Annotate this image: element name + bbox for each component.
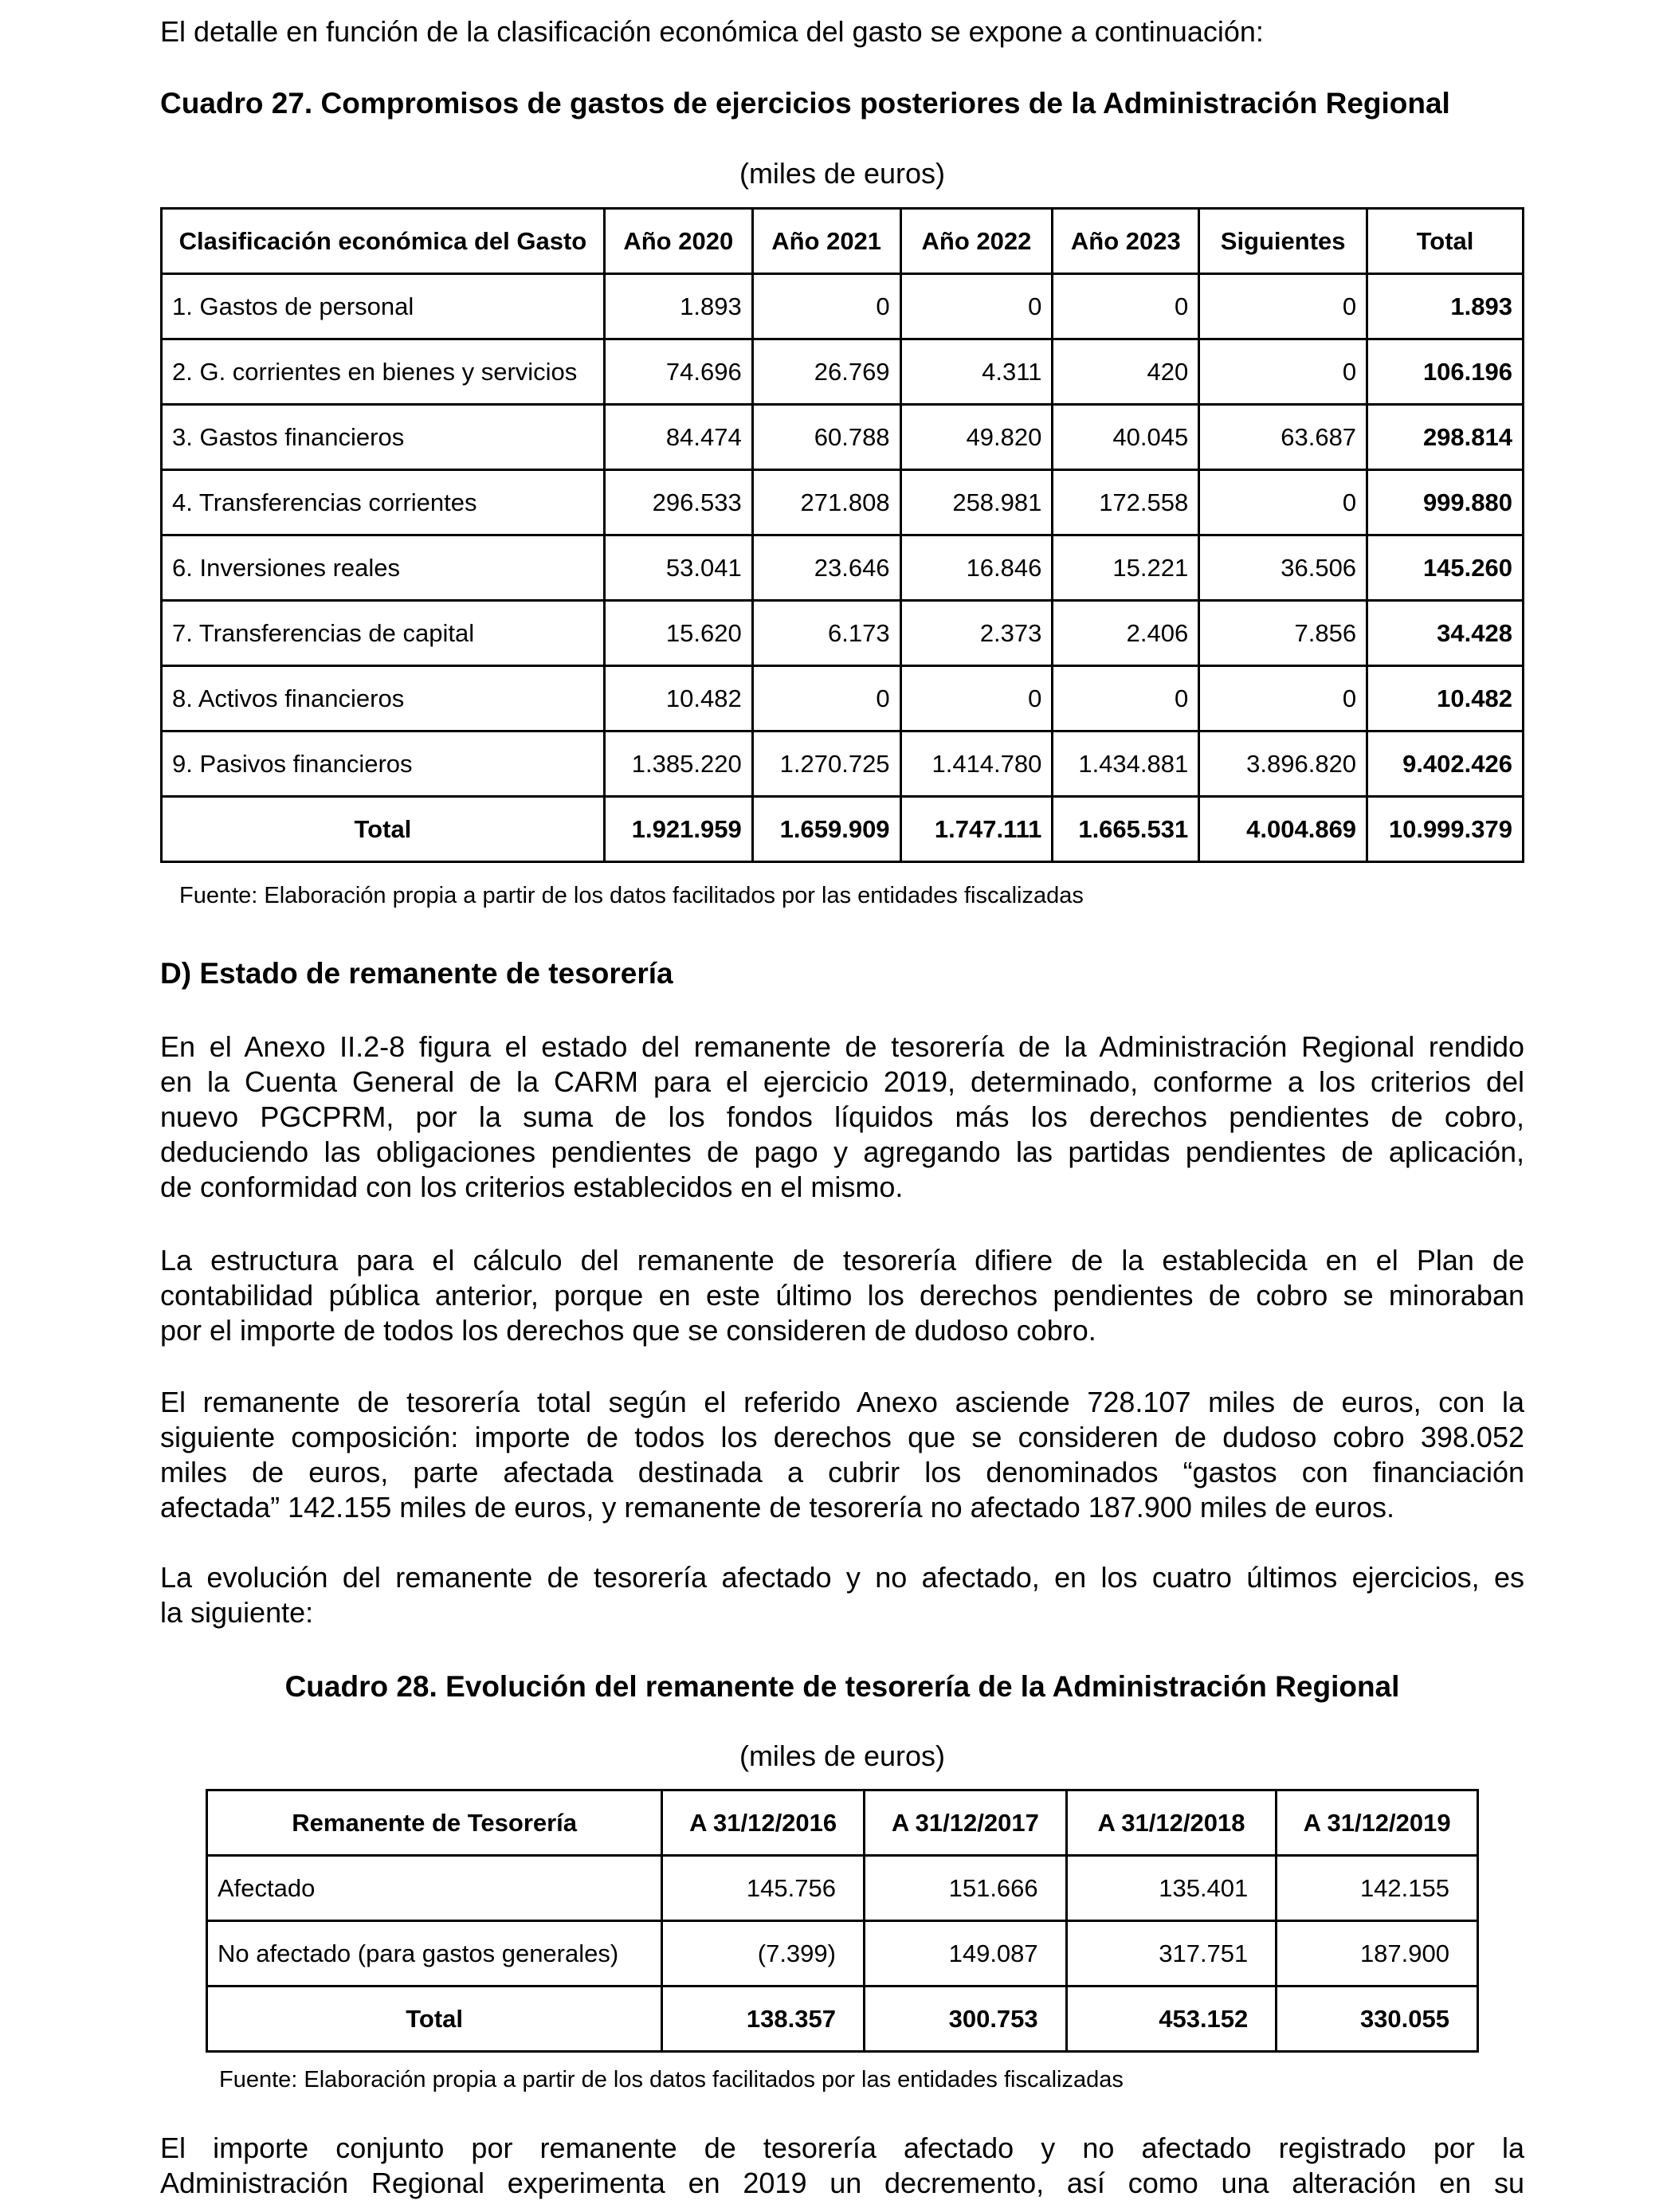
table-row — [162, 731, 1524, 797]
paragraph-line: La estructura para el cálculo del remanente de tesorería difiere de la establecida en el Plan de — [160, 1244, 1524, 1277]
table27-header-cell: Año 2022 — [900, 209, 1053, 274]
total-label: Total — [207, 1986, 662, 2052]
table-cell: 151.666 — [864, 1856, 1066, 1921]
table27-source: Fuente: Elaboración propia a partir de los datos facilitados por las entidades fiscalizadas — [179, 883, 1084, 908]
row-label: 9. Pasivos financieros — [162, 731, 605, 797]
table27-header-cell: Año 2021 — [752, 209, 900, 274]
intro-text: El detalle en función de la clasificación económica del gasto se expone a continuación: — [160, 15, 1264, 48]
table-cell: 296.533 — [604, 470, 752, 535]
paragraph-line: por el importe de todos los derechos que se consideren de dudoso cobro. — [160, 1314, 1096, 1347]
paragraph-line: en la Cuenta General de la CARM para el ejercicio 2019, determinado, conforme a los criterios del — [160, 1065, 1524, 1098]
table-cell: 15.221 — [1053, 535, 1199, 601]
row-total-cell: 34.428 — [1367, 601, 1524, 666]
table-cell: 84.474 — [604, 405, 752, 470]
total-cell: 453.152 — [1066, 1986, 1277, 2052]
total-cell: 1.659.909 — [752, 797, 900, 862]
table28-header-cell: A 31/12/2019 — [1277, 1790, 1478, 1856]
row-total-cell: 298.814 — [1367, 405, 1524, 470]
table-cell: 0 — [1053, 274, 1199, 339]
table-cell: 0 — [752, 274, 900, 339]
paragraph-5 — [160, 2131, 1524, 2201]
table28-units: (miles de euros) — [739, 1739, 946, 1772]
table-row — [162, 339, 1524, 405]
table27-total-row — [162, 797, 1524, 862]
table-cell: 53.041 — [604, 535, 752, 601]
table28-source: Fuente: Elaboración propia a partir de los datos facilitados por las entidades fiscalizadas — [219, 2067, 1124, 2092]
table-cell: 1.893 — [604, 274, 752, 339]
table-cell: 271.808 — [752, 470, 900, 535]
table27-header-cell: Siguientes — [1199, 209, 1367, 274]
table-cell: 0 — [1053, 666, 1199, 731]
table-row — [207, 1921, 1478, 1986]
table-row — [162, 405, 1524, 470]
paragraph-line: El importe conjunto por remanente de tesorería afectado y no afectado registrado por la — [160, 2132, 1524, 2164]
table-cell: 258.981 — [900, 470, 1053, 535]
table-row — [162, 535, 1524, 601]
paragraph-line: deduciendo las obligaciones pendientes de pago y agregando las partidas pendientes de aplicación, — [160, 1135, 1524, 1168]
table27-header-row — [162, 209, 1524, 274]
table-cell: 0 — [1199, 339, 1367, 405]
row-label: Afectado — [207, 1856, 662, 1921]
table-cell: 1.414.780 — [900, 731, 1053, 797]
paragraph-2 — [160, 1243, 1524, 1348]
table-cell: 0 — [1199, 470, 1367, 535]
table-row — [207, 1856, 1478, 1921]
paragraph-line: La evolución del remanente de tesorería afectado y no afectado, en los cuatro últimos ejercicios, es — [160, 1561, 1524, 1594]
table-cell: 3.896.820 — [1199, 731, 1367, 797]
table27-header-cell: Año 2023 — [1053, 209, 1199, 274]
row-total-cell: 1.893 — [1367, 274, 1524, 339]
paragraph-4 — [160, 1560, 1524, 1630]
table-cell: 145.756 — [662, 1856, 865, 1921]
table-cell: 0 — [1199, 666, 1367, 731]
table-cell: 1.270.725 — [752, 731, 900, 797]
table-cell: 420 — [1053, 339, 1199, 405]
paragraph-line: En el Anexo II.2-8 figura el estado del remanente de tesorería de la Administración Regional rendido — [160, 1030, 1524, 1063]
total-cell: 1.921.959 — [604, 797, 752, 862]
table-cell: 187.900 — [1277, 1921, 1478, 1986]
total-label: Total — [162, 797, 605, 862]
row-total-cell: 999.880 — [1367, 470, 1524, 535]
table28-header-row — [207, 1790, 1478, 1856]
table-cell: 0 — [752, 666, 900, 731]
table-cell: 135.401 — [1066, 1856, 1277, 1921]
table-cell: 172.558 — [1053, 470, 1199, 535]
table-row — [162, 470, 1524, 535]
total-cell: 1.747.111 — [900, 797, 1053, 862]
row-total-cell: 106.196 — [1367, 339, 1524, 405]
row-label: 8. Activos financieros — [162, 666, 605, 731]
table27-units: (miles de euros) — [739, 157, 946, 190]
table-cell: 7.856 — [1199, 601, 1367, 666]
table-cell: 2.406 — [1053, 601, 1199, 666]
paragraph-1 — [160, 1030, 1524, 1205]
table27-header-cell: Clasificación económica del Gasto — [162, 209, 605, 274]
section-heading: D) Estado de remanente de tesorería — [160, 957, 673, 990]
table-cell: 142.155 — [1277, 1856, 1478, 1921]
table27-header-cell: Año 2020 — [604, 209, 752, 274]
paragraph-line: afectada” 142.155 miles de euros, y remanente de tesorería no afectado 187.900 miles de euros. — [160, 1491, 1394, 1524]
total-cell: 300.753 — [864, 1986, 1066, 2052]
table-cell: 15.620 — [604, 601, 752, 666]
table-cell: 10.482 — [604, 666, 752, 731]
table-cell: 149.087 — [864, 1921, 1066, 1986]
table28-header-cell: A 31/12/2016 — [662, 1790, 865, 1856]
table28-header-cell: A 31/12/2018 — [1066, 1790, 1277, 1856]
paragraph-line: miles de euros, parte afectada destinada a cubrir los denominados “gastos con financiación — [160, 1456, 1524, 1488]
paragraph-line: nuevo PGCPRM, por la suma de los fondos líquidos más los derechos pendientes de cobro, — [160, 1100, 1524, 1133]
paragraph-line: Administración Regional experimenta en 2019 un decremento, así como una alteración en su — [160, 2167, 1524, 2199]
table-cell: 23.646 — [752, 535, 900, 601]
table28-header-cell: A 31/12/2017 — [864, 1790, 1066, 1856]
row-total-cell: 145.260 — [1367, 535, 1524, 601]
table-cell: 36.506 — [1199, 535, 1367, 601]
paragraph-line: siguiente composición: importe de todos los derechos que se consideren de dudoso cobro 398.052 — [160, 1421, 1524, 1453]
paragraph-line: El remanente de tesorería total según el referido Anexo asciende 728.107 miles de euros, con la — [160, 1386, 1524, 1418]
table27-title: Cuadro 27. Compromisos de gastos de ejercicios posteriores de la Administración Regional — [160, 87, 1450, 120]
table-cell: 0 — [900, 666, 1053, 731]
row-total-cell: 9.402.426 — [1367, 731, 1524, 797]
table-cell: 63.687 — [1199, 405, 1367, 470]
table-cell: 6.173 — [752, 601, 900, 666]
table-cell: 1.385.220 — [604, 731, 752, 797]
table-cell: 60.788 — [752, 405, 900, 470]
row-label: 3. Gastos financieros — [162, 405, 605, 470]
grand-total-cell: 10.999.379 — [1367, 797, 1524, 862]
table-cell: 2.373 — [900, 601, 1053, 666]
total-cell: 1.665.531 — [1053, 797, 1199, 862]
table28-title: Cuadro 28. Evolución del remanente de tesorería de la Administración Regional — [284, 1670, 1400, 1703]
row-label: 1. Gastos de personal — [162, 274, 605, 339]
table28 — [206, 1789, 1479, 2053]
row-label: 7. Transferencias de capital — [162, 601, 605, 666]
row-label: No afectado (para gastos generales) — [207, 1921, 662, 1986]
paragraph-line: de conformidad con los criterios establecidos en el mismo. — [160, 1171, 904, 1203]
total-cell: 4.004.869 — [1199, 797, 1367, 862]
total-cell: 330.055 — [1277, 1986, 1478, 2052]
table27 — [160, 207, 1524, 863]
table-cell: 74.696 — [604, 339, 752, 405]
row-label: 6. Inversiones reales — [162, 535, 605, 601]
table-cell: 26.769 — [752, 339, 900, 405]
table-row — [162, 601, 1524, 666]
paragraph-3 — [160, 1385, 1524, 1525]
paragraph-line: contabilidad pública anterior, porque en este último los derechos pendientes de cobro se minoraban — [160, 1279, 1524, 1312]
table-cell: 317.751 — [1066, 1921, 1277, 1986]
row-total-cell: 10.482 — [1367, 666, 1524, 731]
total-cell: 138.357 — [662, 1986, 865, 2052]
paragraph-line: la siguiente: — [160, 1596, 314, 1629]
table-cell: 16.846 — [900, 535, 1053, 601]
table28-total-row — [207, 1986, 1478, 2052]
table-cell: 1.434.881 — [1053, 731, 1199, 797]
table-cell: 40.045 — [1053, 405, 1199, 470]
table-cell: 49.820 — [900, 405, 1053, 470]
row-label: 4. Transferencias corrientes — [162, 470, 605, 535]
row-label: 2. G. corrientes en bienes y servicios — [162, 339, 605, 405]
table-cell: 4.311 — [900, 339, 1053, 405]
table-row — [162, 666, 1524, 731]
table-cell: 0 — [900, 274, 1053, 339]
table28-header-cell: Remanente de Tesorería — [207, 1790, 662, 1856]
table-row — [162, 274, 1524, 339]
table-cell: 0 — [1199, 274, 1367, 339]
table27-header-cell: Total — [1367, 209, 1524, 274]
table-cell: (7.399) — [662, 1921, 865, 1986]
